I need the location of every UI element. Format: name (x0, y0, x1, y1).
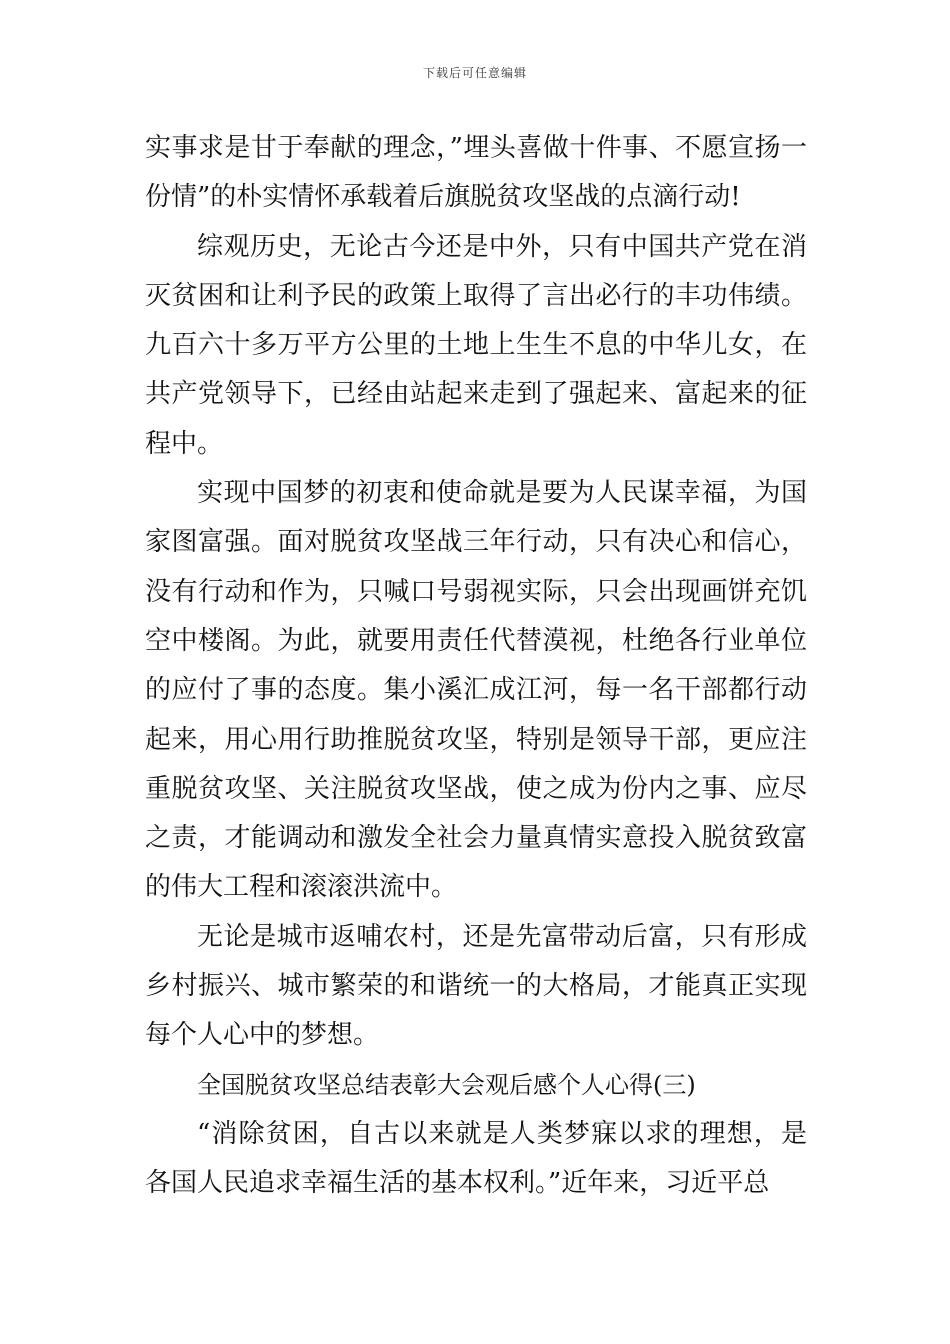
document-body (145, 124, 807, 1209)
paragraph-1: 实事求是甘于奉献的理念，”埋头喜做十件事、不愿宣扬一份情”的朴实情怀承载着后旗脱贫攻坚战的点滴行动! (145, 133, 807, 213)
paragraph-2: 综观历史，无论古今还是中外，只有中国共产党在消灭贫困和让利予民的政策上取得了言出必行的丰功伟绩。九百六十多万平方公里的土地上生生不息的中华儿女，在共产党领导下，已经由站起来走到了强起来、富起来的征程中。 (145, 231, 807, 459)
paragraph-5: “消除贫困，自古以来就是人类梦寐以求的理想，是各国人民追求幸福生活的基本权利。”近年来，习近平总 (145, 1118, 807, 1199)
section-heading: 全国脱贫攻坚总结表彰大会观后感个人心得(三) (197, 1070, 696, 1099)
paragraph-4: 无论是城市返哺农村，还是先富带动后富，只有形成乡村振兴、城市繁荣的和谐统一的大格局，才能真正实现每个人心中的梦想。 (145, 921, 807, 1051)
page-header: 下载后可任意编辑 (422, 66, 527, 80)
paragraph-3: 实现中国梦的初衷和使命就是要为人民谋幸福，为国家图富强。面对脱贫攻坚战三年行动，只有决心和信心，没有行动和作为，只喊口号弱视实际，只会出现画饼充饥空中楼阁。为此，就要用责任代替漠视，杜绝各行业单位的应付了事的态度。集小溪汇成江河，每一名干部都行动起来，用心用行助推脱贫攻坚，特别是领导干部，更应注重脱贫攻坚、关注脱贫攻坚战，使之成为份内之事、应尽之责，才能调动和激发全社会力量真情实意投入脱贫致富的伟大工程和滚滚洪流中。 (145, 478, 807, 903)
